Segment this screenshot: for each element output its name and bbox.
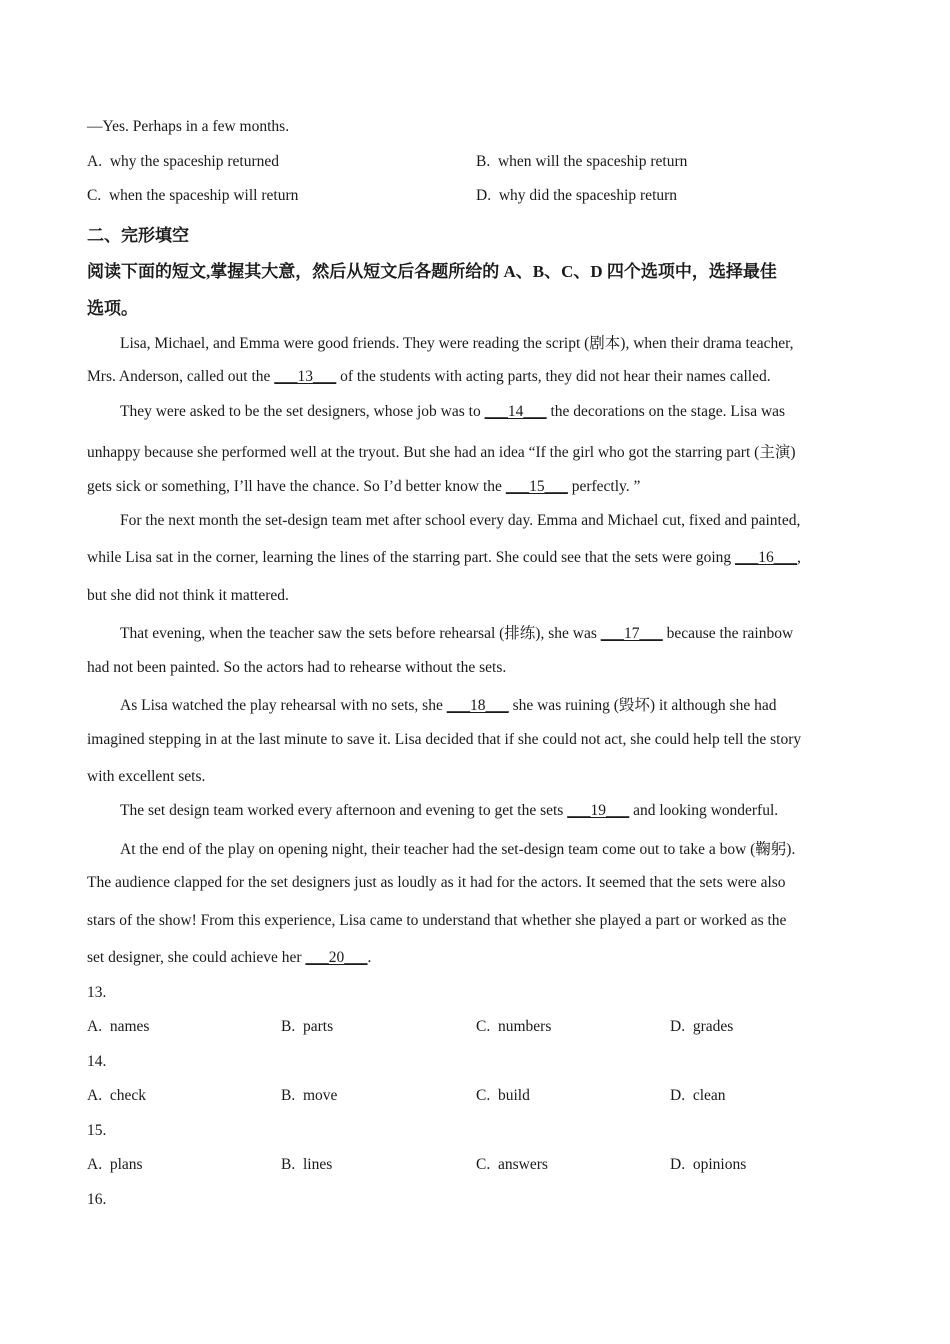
passage-line: unhappy because she performed well at the tryout. But she had an idea “If the girl who got the starring part (主演) bbox=[87, 444, 796, 461]
blank-13: ___13___ bbox=[274, 368, 337, 385]
passage-line: At the end of the play on opening night, their teacher had the set-design team come out to take a bow (鞠躬). bbox=[120, 841, 796, 858]
blank-15: ___15___ bbox=[505, 478, 568, 495]
section-instruction-line1: 阅读下面的短文,掌握其大意，然后从短文后各题所给的 A、B、C、D 四个选项中，选择最佳 bbox=[87, 262, 777, 281]
passage-line: with excellent sets. bbox=[87, 768, 206, 785]
passage-line: They were asked to be the set designers, whose job was to ___14___ the decorations on the stage. Lisa was bbox=[120, 403, 786, 420]
prev-option-d: D. why did the spaceship return bbox=[476, 187, 678, 204]
passage-line: Lisa, Michael, and Emma were good friends. They were reading the script (剧本), when their drama teacher, bbox=[120, 335, 794, 352]
blank-20: ___20___ bbox=[305, 949, 368, 966]
blank-18: ___18___ bbox=[446, 697, 509, 714]
blank-17: ___17___ bbox=[600, 625, 663, 642]
passage-line: had not been painted. So the actors had to rehearse without the sets. bbox=[87, 659, 507, 676]
blank-14: ___14___ bbox=[484, 403, 547, 420]
question-number-13: 13. bbox=[87, 984, 107, 1001]
section-instruction-line2: 选项。 bbox=[87, 299, 138, 318]
q13-option-d: D. grades bbox=[670, 1018, 734, 1035]
q15-option-a: A. plans bbox=[87, 1156, 143, 1173]
passage-line: For the next month the set-design team met after school every day. Emma and Michael cut, fixed and painted, bbox=[120, 512, 801, 529]
q15-option-d: D. opinions bbox=[670, 1156, 747, 1173]
passage-line: but she did not think it mattered. bbox=[87, 587, 289, 604]
section-title: 二、完形填空 bbox=[87, 226, 189, 245]
blank-16: ___16___ bbox=[735, 549, 798, 566]
blank-19: ___19___ bbox=[567, 802, 630, 819]
q13-option-b: B. parts bbox=[281, 1018, 334, 1035]
question-number-14: 14. bbox=[87, 1053, 107, 1070]
prev-answer-line: —Yes. Perhaps in a few months. bbox=[87, 118, 290, 135]
q13-option-a: A. names bbox=[87, 1018, 150, 1035]
q15-option-c: C. answers bbox=[476, 1156, 548, 1173]
prev-option-b: B. when will the spaceship return bbox=[476, 153, 688, 170]
prev-option-c: C. when the spaceship will return bbox=[87, 187, 299, 204]
q14-option-a: A. check bbox=[87, 1087, 146, 1104]
passage-line: stars of the show! From this experience, Lisa came to understand that whether she played a part or worked as the bbox=[87, 912, 787, 929]
passage-line: gets sick or something, I’ll have the chance. So I’d better know the ___15___ perfectly. ” bbox=[87, 478, 641, 495]
q14-option-b: B. move bbox=[281, 1087, 338, 1104]
question-number-16: 16. bbox=[87, 1191, 107, 1208]
passage-line: imagined stepping in at the last minute to save it. Lisa decided that if she could not act, she could help tell the story bbox=[87, 731, 802, 748]
question-number-15: 15. bbox=[87, 1122, 107, 1139]
passage-line: That evening, when the teacher saw the sets before rehearsal (排练), she was ___17___ because the rainbow bbox=[120, 625, 794, 642]
q15-option-b: B. lines bbox=[281, 1156, 333, 1173]
passage-line: As Lisa watched the play rehearsal with no sets, she ___18___ she was ruining (毁坏) it although she had bbox=[120, 697, 777, 714]
passage-line: The set design team worked every afternoon and evening to get the sets ___19___ and looking wonderful. bbox=[120, 802, 779, 819]
passage-line: Mrs. Anderson, called out the ___13___ of the students with acting parts, they did not hear their names called. bbox=[87, 368, 771, 385]
passage-line: while Lisa sat in the corner, learning the lines of the starring part. She could see that the sets were going ___16___, bbox=[87, 549, 801, 566]
q14-option-d: D. clean bbox=[670, 1087, 726, 1104]
prev-option-a: A. why the spaceship returned bbox=[87, 153, 279, 170]
q13-option-c: C. numbers bbox=[476, 1018, 552, 1035]
passage-line: The audience clapped for the set designers just as loudly as it had for the actors. It seemed that the sets were also bbox=[87, 874, 786, 891]
passage-line: set designer, she could achieve her ___20___. bbox=[87, 949, 372, 966]
q14-option-c: C. build bbox=[476, 1087, 530, 1104]
